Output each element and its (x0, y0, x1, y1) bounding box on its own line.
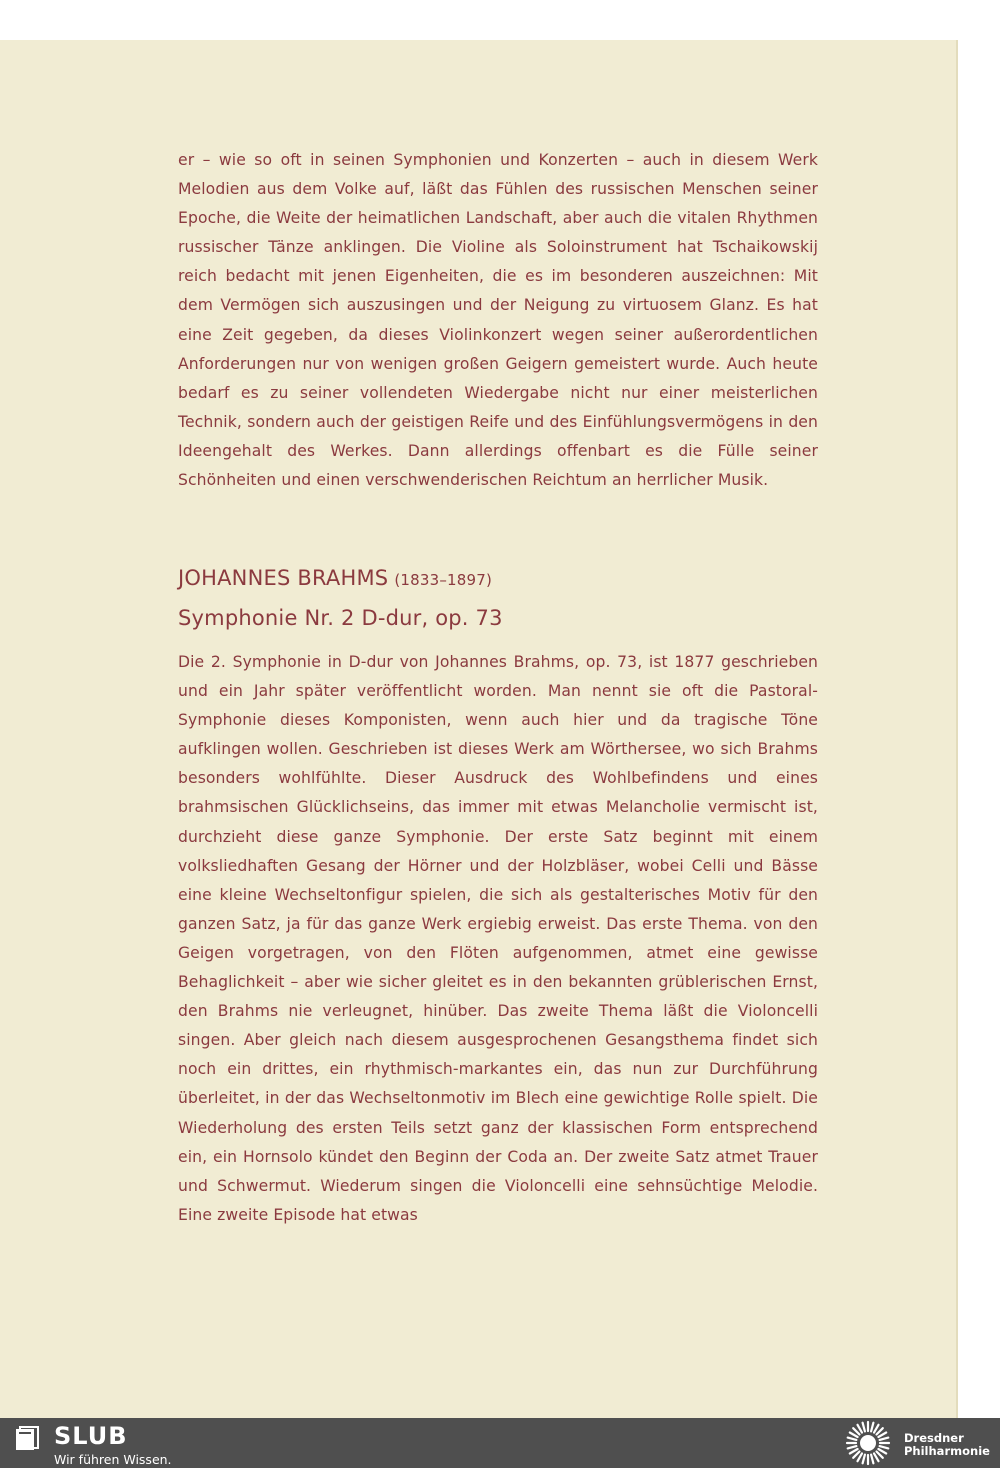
partner-line-1: Dresdner (904, 1431, 964, 1445)
paragraph-tchaikovsky-continuation (178, 146, 818, 495)
slub-tagline: Wir führen Wissen. (54, 1452, 172, 1467)
partner-line-2: Philharmonie (904, 1444, 990, 1458)
page-edge (958, 40, 1000, 1418)
partner-name (904, 1432, 990, 1458)
paragraph-text: Die 2. Symphonie in D-dur von Johannes Brahms, op. 73, ist 1877 geschrieben und ein Jahr später veröffentlicht worden. Man nennt sie oft die Pastoral-Symphonie dieses Komponisten, wenn auch hier und da tragische Töne aufklingen wollen. Geschrieben ist dieses Werk am Wörthersee, wo sich Brahms besonders wohlfühlte. Dieser Ausdruck des Wohlbefindens und eines brahmsischen Glücklichseins, das immer mit etwas Melancholie vermischt ist, durchzieht diese ganze Symphonie. Der erste Satz beginnt mit einem volksliedhaften Gesang der Hörner und der Holzbläser, wobei Celli und Bässe eine kleine Wechseltonfigur spielen, die sich als gestalterisches Motiv für den ganzen Satz, ja für das ganze Werk ergiebig erweist. Das erste Thema. von den Geigen vorgetragen, von den Flöten aufgenommen, atmet eine gewisse Behaglichkeit – aber wie sicher gleitet es in den bekannten grüblerischen Ernst, den Brahms nie verleugnet, hinüber. Das zweite Thema läßt die Violoncelli singen. Aber gleich nach diesem ausgesprochenen Gesangsthema findet sich noch ein drittes, ein rhythmisch-markantes ein, das nun zur Durchführung überleitet, in der das Wechseltonmotiv im Blech eine gewichtige Rolle spielt. Die Wiederholung des ersten Teils setzt ganz der klassischen Form entsprechend ein, ein Hornsolo kündet den Beginn der Coda an. Der zweite Satz atmet Trauer und Schwermut. Wiederum singen die Violoncelli eine sehnsüchtige Melodie. Eine zweite Episode hat etwas (178, 653, 818, 1224)
work-title: Symphonie Nr. 2 D-dur, op. 73 (178, 606, 503, 630)
composer-heading (178, 566, 492, 590)
slub-name: SLUB (54, 1422, 128, 1450)
composer-dates: (1833–1897) (394, 571, 493, 589)
book-icon (14, 1426, 40, 1452)
paragraph-text: er – wie so oft in seinen Symphonien und Konzerten – auch in diesem Werk Melodien aus dem Volke auf, läßt das Fühlen des russischen Menschen seiner Epoche, die Weite der heimatlichen Landschaft, aber auch die vitalen Rhythmen russischer Tänze anklingen. Die Violine als Soloinstrument hat Tschaikowskij reich bedacht mit jenen Eigenheiten, die es im besonderen auszeichnen: Mit dem Vermögen sich auszusingen und der Neigung zu virtuosem Glanz. Es hat eine Zeit gegeben, da dieses Violinkonzert wegen seiner außerordentlichen Anforderungen nur von wenigen großen Geigern gemeistert wurde. Auch heute bedarf es zu seiner vollendeten Wiedergabe nicht nur einer meisterlichen Technik, sondern auch der geistigen Reife und des Einfühlungsvermögens in den Ideengehalt des Werkes. Dann allerdings offenbart es die Fülle seiner Schönheiten und einen verschwenderischen Reichtum an herrlicher Musik. (178, 151, 818, 490)
footer-bar (0, 1418, 1000, 1468)
sunburst-icon (842, 1420, 894, 1466)
paragraph-brahms-symphony (178, 648, 818, 1230)
composer-name: JOHANNES BRAHMS (178, 566, 389, 590)
